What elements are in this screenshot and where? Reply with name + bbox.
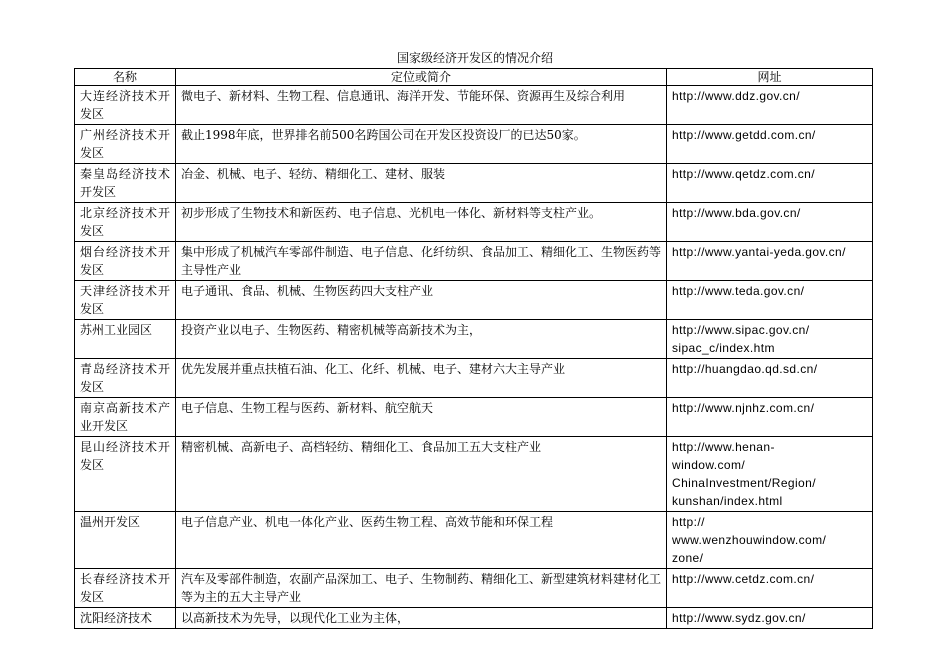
zone-url-link[interactable]: http://www.yantai-yeda.gov.cn/ bbox=[672, 245, 846, 259]
zone-description-cell: 微电子、新材料、生物工程、信息通讯、海洋开发、节能环保、资源再生及综合利用 bbox=[176, 86, 667, 125]
zone-name-cell: 昆山经济技术开发区 bbox=[75, 437, 176, 512]
zone-name-cell: 广州经济技术开发区 bbox=[75, 125, 176, 164]
zone-description-cell: 初步形成了生物技术和新医药、电子信息、光机电一体化、新材料等支柱产业。 bbox=[176, 203, 667, 242]
zone-name-cell: 南京高新技术产业开发区 bbox=[75, 398, 176, 437]
zone-url-cell bbox=[667, 203, 873, 242]
zone-url-cell bbox=[667, 242, 873, 281]
zone-url-link[interactable]: http://www.sydz.gov.cn/ bbox=[672, 611, 806, 625]
zone-url-link[interactable]: http://www.qetdz.com.cn/ bbox=[672, 167, 815, 181]
zone-name-cell: 青岛经济技术开发区 bbox=[75, 359, 176, 398]
zone-url-cell bbox=[667, 86, 873, 125]
zone-description-cell: 电子通讯、食品、机械、生物医药四大支柱产业 bbox=[176, 281, 667, 320]
table-body bbox=[75, 86, 873, 629]
zone-name-cell: 沈阳经济技术 bbox=[75, 608, 176, 629]
table-row bbox=[75, 437, 873, 512]
zone-description-cell: 截止1998年底，世界排名前500名跨国公司在开发区投资设厂的已达50家。 bbox=[176, 125, 667, 164]
zone-description-cell: 冶金、机械、电子、轻纺、精细化工、建材、服装 bbox=[176, 164, 667, 203]
table-row bbox=[75, 242, 873, 281]
zone-url-link[interactable]: http://www.bda.gov.cn/ bbox=[672, 206, 801, 220]
zone-name-cell: 北京经济技术开发区 bbox=[75, 203, 176, 242]
zone-url-cell bbox=[667, 569, 873, 608]
document-title: 国家级经济开发区的情况介绍 bbox=[396, 51, 553, 65]
zone-name-cell: 秦皇岛经济技术开发区 bbox=[75, 164, 176, 203]
zone-url-link[interactable]: http://www.getdd.com.cn/ bbox=[672, 128, 816, 142]
table-row bbox=[75, 359, 873, 398]
zone-description-cell: 优先发展并重点扶植石油、化工、化纤、机械、电子、建材六大主导产业 bbox=[176, 359, 667, 398]
table-row bbox=[75, 164, 873, 203]
zone-url-link[interactable]: zone/ bbox=[672, 551, 704, 565]
table-row bbox=[75, 608, 873, 629]
zone-url-cell bbox=[667, 512, 873, 569]
zone-url-link[interactable]: kunshan/index.html bbox=[672, 494, 783, 508]
zone-url-cell bbox=[667, 359, 873, 398]
zone-description-cell: 投资产业以电子、生物医药、精密机械等高新技术为主， bbox=[176, 320, 667, 359]
zone-url-link[interactable]: http://www.njnhz.com.cn/ bbox=[672, 401, 815, 415]
zone-url-link[interactable]: http:// bbox=[672, 515, 705, 529]
zone-description-cell: 精密机械、高新电子、高档轻纺、精细化工、食品加工五大支柱产业 bbox=[176, 437, 667, 512]
zone-description-cell: 汽车及零部件制造，农副产品深加工、电子、生物制药、精细化工、新型建筑材料建材化工等为主的五大主导产业 bbox=[176, 569, 667, 608]
zone-url-link[interactable]: http://www.henan- bbox=[672, 440, 775, 454]
zone-url-cell bbox=[667, 608, 873, 629]
table-row bbox=[75, 398, 873, 437]
zone-url-cell bbox=[667, 164, 873, 203]
zone-url-link[interactable]: window.com/ bbox=[672, 458, 746, 472]
table-row bbox=[75, 320, 873, 359]
column-header-name: 名称 bbox=[75, 69, 176, 86]
column-header-url: 网址 bbox=[667, 69, 873, 86]
development-zones-table bbox=[74, 68, 873, 629]
table-row bbox=[75, 203, 873, 242]
column-header-description: 定位或简介 bbox=[176, 69, 667, 86]
zone-url-link[interactable]: sipac_c/index.htm bbox=[672, 341, 775, 355]
zone-name-cell: 温州开发区 bbox=[75, 512, 176, 569]
zone-name-cell: 天津经济技术开发区 bbox=[75, 281, 176, 320]
table-row bbox=[75, 281, 873, 320]
zone-url-cell bbox=[667, 281, 873, 320]
zone-url-link[interactable]: http://www.cetdz.com.cn/ bbox=[672, 572, 815, 586]
zone-url-link[interactable]: http://www.ddz.gov.cn/ bbox=[672, 89, 800, 103]
zone-url-link[interactable]: http://huangdao.qd.sd.cn/ bbox=[672, 362, 818, 376]
zone-url-link[interactable]: http://www.teda.gov.cn/ bbox=[672, 284, 805, 298]
zone-description-cell: 电子信息产业、机电一体化产业、医药生物工程、高效节能和环保工程 bbox=[176, 512, 667, 569]
zone-url-link[interactable]: ChinaInvestment/Region/ bbox=[672, 476, 816, 490]
zone-url-cell bbox=[667, 437, 873, 512]
table-row bbox=[75, 86, 873, 125]
zone-url-cell bbox=[667, 125, 873, 164]
zone-name-cell: 烟台经济技术开发区 bbox=[75, 242, 176, 281]
zone-name-cell: 大连经济技术开发区 bbox=[75, 86, 176, 125]
zone-description-cell: 电子信息、生物工程与医药、新材料、航空航天 bbox=[176, 398, 667, 437]
zone-url-cell bbox=[667, 398, 873, 437]
zone-name-cell: 苏州工业园区 bbox=[75, 320, 176, 359]
table-header-row bbox=[75, 69, 873, 86]
zone-url-link[interactable]: www.wenzhouwindow.com/ bbox=[672, 533, 827, 547]
table-row bbox=[75, 125, 873, 164]
zone-name-cell: 长春经济技术开发区 bbox=[75, 569, 176, 608]
zone-description-cell: 集中形成了机械汽车零部件制造、电子信息、化纤纺织、食品加工、精细化工、生物医药等主导性产业 bbox=[176, 242, 667, 281]
table-row bbox=[75, 569, 873, 608]
table-row bbox=[75, 512, 873, 569]
zone-url-link[interactable]: http://www.sipac.gov.cn/ bbox=[672, 323, 810, 337]
zone-description-cell: 以高新技术为先导，以现代化工业为主体， bbox=[176, 608, 667, 629]
zone-url-cell bbox=[667, 320, 873, 359]
